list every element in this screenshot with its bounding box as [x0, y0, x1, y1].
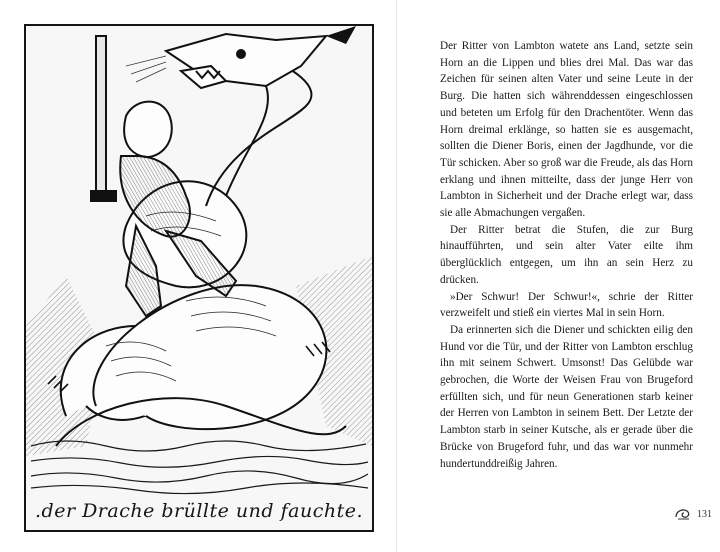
dragon-knight-drawing [26, 26, 372, 530]
flourish-icon [673, 505, 693, 523]
page-gutter [396, 0, 397, 552]
dragon-illustration [24, 24, 374, 532]
story-text [440, 38, 693, 472]
paragraph: Da erinnerten sich die Diener und schickten eilig den Hund vor die Tür, und der Ritter von Lambton erschlug ihn mit seinem Schwert. Umsonst! Das Gelübde war gebrochen, die Worte der Weisen Frau von Brugeford erfüllten sich, und für neun Generationen starb keiner der Herren von Lambton in seinem Bett. Der Letzte der Lambton starb in seiner Kutsche, als er gerade über die Brücke von Brugeford fuhr, und das war vor nunmehr hundertunddreißig Jahren. [440, 323, 693, 470]
paragraph: Der Ritter betrat die Stufen, die zur Burg hinaufführten, und sein alter Vater eilte ihm überglücklich entgegen, um ihn an sein Herz zu drücken. [440, 223, 693, 286]
illustration-caption: .der Drache brüllte und fauchte. [35, 500, 363, 522]
page-number: 131 [697, 509, 712, 520]
paragraph: »Der Schwur! Der Schwur!«, schrie der Ritter verzweifelt und stieß ein viertes Mal in sein Horn. [440, 290, 693, 320]
paragraph: Der Ritter von Lambton watete ans Land, setzte sein Horn an die Lippen und blies drei Mal. Das war das Zeichen für seinen alten Vater und seine Leute in der Burg. Die hatten sich währenddessen eingeschlossen und beteten um Erfolg für den Drachentöter. Wenn das Horn dreimal erklänge, so hatten sie es ausgemacht, sollten die Diener Boris, einen der Jagdhunde, vor die Tür schicken. Aber so groß war die Freude, als das Horn erklang und ihnen mitteilte, dass der junge Herr von Lambton in Sicherheit und der Drache erlegt war, dass sie alle Abmachungen vergaßen. [440, 40, 693, 220]
